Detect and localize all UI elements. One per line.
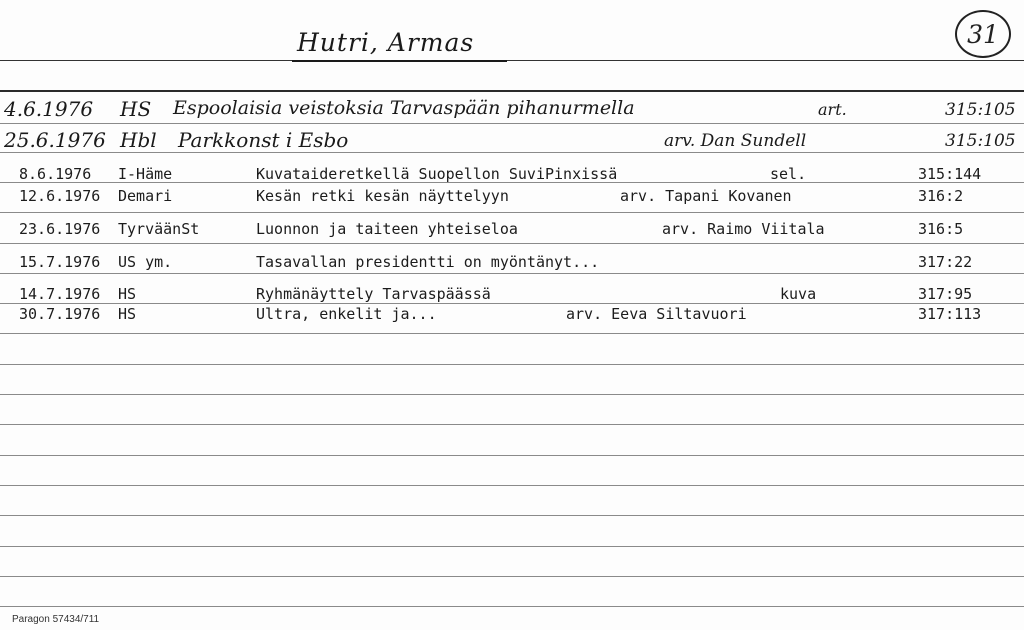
entry-date: 8.6.1976 bbox=[19, 165, 92, 183]
entry-ref: 317:113 bbox=[918, 305, 982, 323]
entry-title: Tasavallan presidentti on myöntänyt... bbox=[256, 253, 600, 271]
ruled-line bbox=[0, 152, 1024, 153]
entry-title: Luonnon ja taiteen yhteiseloa bbox=[256, 220, 518, 238]
entry-note: kuva bbox=[780, 285, 817, 303]
entry-note: sel. bbox=[770, 165, 807, 183]
header-rule bbox=[0, 60, 1024, 61]
ruled-line bbox=[0, 243, 1024, 244]
entry-date: 23.6.1976 bbox=[19, 220, 101, 238]
entry-title: Kesän retki kesän näyttelyyn bbox=[256, 187, 509, 205]
entry-ref: 315:105 bbox=[945, 131, 1016, 151]
entry-ref: 315:105 bbox=[945, 100, 1016, 120]
ruled-line bbox=[0, 546, 1024, 547]
card-footer: Paragon 57434/711 bbox=[12, 614, 100, 625]
card-title: Hutri, Armas bbox=[297, 28, 475, 57]
ruled-line bbox=[0, 394, 1024, 395]
entry-ref: 317:95 bbox=[918, 285, 973, 303]
entry-ref: 317:22 bbox=[918, 253, 973, 271]
ruled-line bbox=[0, 606, 1024, 607]
ruled-line bbox=[0, 333, 1024, 334]
entry-source: Hbl bbox=[120, 128, 157, 152]
entry-date: 14.7.1976 bbox=[19, 285, 101, 303]
entry-title: Espoolaisia veistoksia Tarvaspään pihanurmella bbox=[173, 97, 635, 119]
entry-note: arv. Tapani Kovanen bbox=[620, 187, 792, 205]
title-underline bbox=[292, 60, 507, 62]
title-rule bbox=[0, 90, 1024, 92]
entry-source: TyrväänSt bbox=[118, 220, 200, 238]
ruled-line bbox=[0, 485, 1024, 486]
ruled-line bbox=[0, 424, 1024, 425]
entry-source: US ym. bbox=[118, 253, 173, 271]
entry-ref: 316:2 bbox=[918, 187, 964, 205]
ruled-line bbox=[0, 123, 1024, 124]
ruled-line bbox=[0, 364, 1024, 365]
entry-source: HS bbox=[118, 305, 137, 323]
entry-ref: 315:144 bbox=[918, 165, 982, 183]
entry-date: 25.6.1976 bbox=[4, 128, 106, 152]
entry-note: arv. Dan Sundell bbox=[664, 131, 807, 151]
entry-date: 15.7.1976 bbox=[19, 253, 101, 271]
ruled-line bbox=[0, 273, 1024, 274]
entry-note: art. bbox=[818, 100, 847, 119]
ruled-line bbox=[0, 212, 1024, 213]
entry-date: 30.7.1976 bbox=[19, 305, 101, 323]
ruled-line bbox=[0, 455, 1024, 456]
entry-source: HS bbox=[118, 285, 137, 303]
entry-title: Parkkonst i Esbo bbox=[178, 128, 349, 152]
ruled-line bbox=[0, 515, 1024, 516]
entry-ref: 316:5 bbox=[918, 220, 964, 238]
entry-source: Demari bbox=[118, 187, 173, 205]
card-number: 31 bbox=[955, 10, 1011, 58]
entry-title: Ryhmänäyttely Tarvaspäässä bbox=[256, 285, 491, 303]
entry-source: HS bbox=[120, 97, 152, 121]
entry-date: 12.6.1976 bbox=[19, 187, 101, 205]
entry-date: 4.6.1976 bbox=[4, 97, 94, 121]
ruled-line bbox=[0, 303, 1024, 304]
entry-note: arv. Eeva Siltavuori bbox=[566, 305, 747, 323]
ruled-line bbox=[0, 576, 1024, 577]
entry-note: arv. Raimo Viitala bbox=[662, 220, 825, 238]
entry-source: I-Häme bbox=[118, 165, 173, 183]
entry-title: Ultra, enkelit ja... bbox=[256, 305, 437, 323]
entry-title: Kuvataideretkellä Suopellon SuviPinxissä bbox=[256, 165, 618, 183]
